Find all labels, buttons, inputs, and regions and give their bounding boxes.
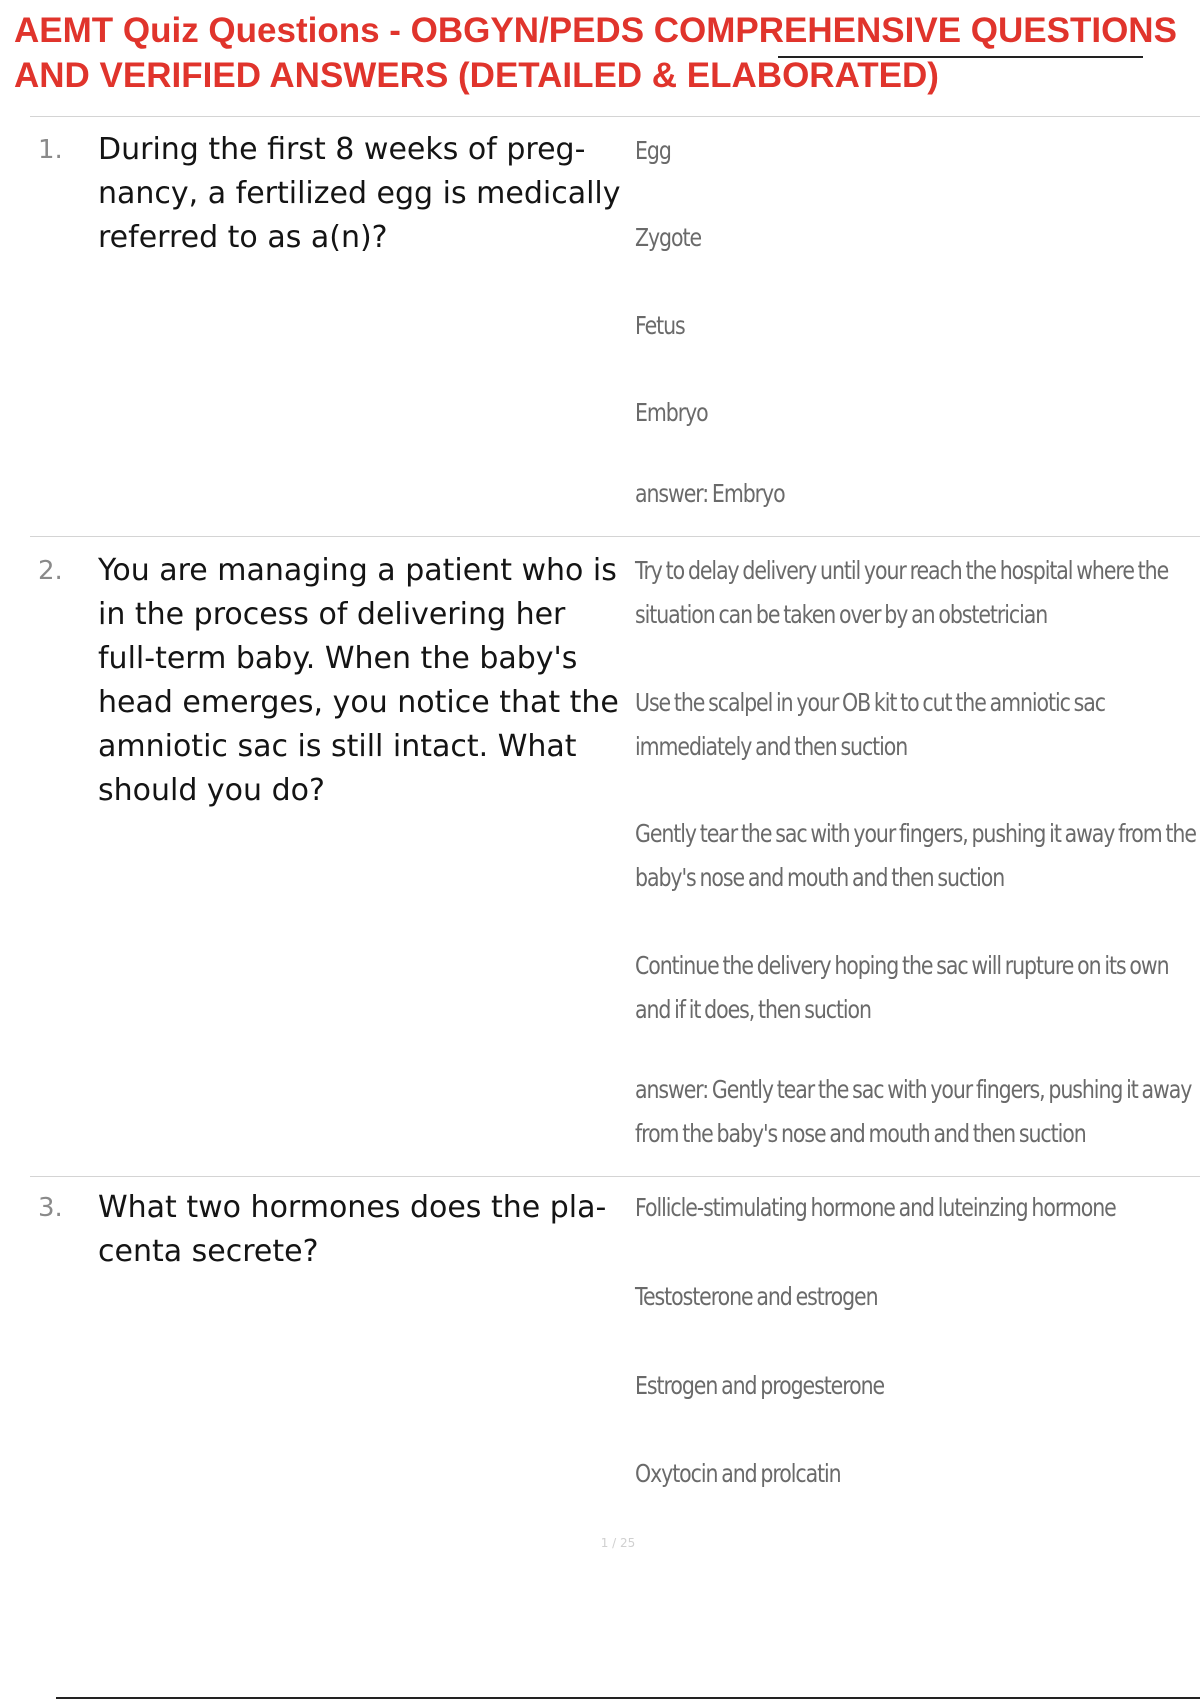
question-1-option-4: Embryo [635,398,708,427]
question-3-number: 3. [38,1193,63,1223]
footer-divider [56,1697,1200,1699]
question-1-answer: answer: Embryo [635,479,785,508]
question-1-option-1: Egg [635,136,671,165]
row-divider [30,116,1200,117]
question-2-option-2: Use the scalpel in your OB kit to cut the amniotic sac immediately and then suction [635,688,1105,761]
row-divider [30,536,1200,537]
title-underline [778,56,1143,58]
question-3-option-2: Testosterone and estrogen [635,1282,878,1311]
question-3-option-1: Follicle-stimulating hormone and luteinzing hormone [635,1193,1116,1222]
page-indicator: 1 / 25 [600,1536,636,1550]
question-3-option-3: Estrogen and progesterone [635,1371,885,1400]
question-2-number: 2. [38,556,63,586]
document-title [14,8,1200,102]
question-3-text: What two hormones does the pla-centa secrete? [98,1190,607,1269]
question-1-number: 1. [38,135,63,165]
question-2-answer: answer: Gently tear the sac with your fingers, pushing it away from the baby's nose and mouth and then suction [635,1075,1192,1148]
question-2-option-1: Try to delay delivery until your reach the hospital where the situation can be taken over by an obstetrician [635,556,1169,629]
question-2-option-4: Continue the delivery hoping the sac will rupture on its own and if it does, then suction [635,951,1169,1024]
document-title-line-1: AEMT Quiz Questions - OBGYN/PEDS COMPREHENSIVE QUESTIONS [14,11,1177,50]
question-3-option-4: Oxytocin and prolcatin [635,1459,841,1488]
document-title-line-2: AND VERIFIED ANSWERS (DETAILED & ELABORATED) [14,56,939,95]
question-2-text: You are managing a patient who is in the process of delivering her full-term baby. When the baby's head emerges, you notice that the amniotic sac is still intact. What should you do? [98,553,619,808]
question-1-option-2: Zygote [635,223,701,252]
question-1-text: During the first 8 weeks of preg-nancy, a fertilized egg is medically referred to as a(n)? [98,132,621,255]
row-divider [30,1176,1200,1177]
question-1-option-3: Fetus [635,311,685,340]
question-2-option-3: Gently tear the sac with your fingers, pushing it away from the baby's nose and mouth and then suction [635,819,1196,892]
